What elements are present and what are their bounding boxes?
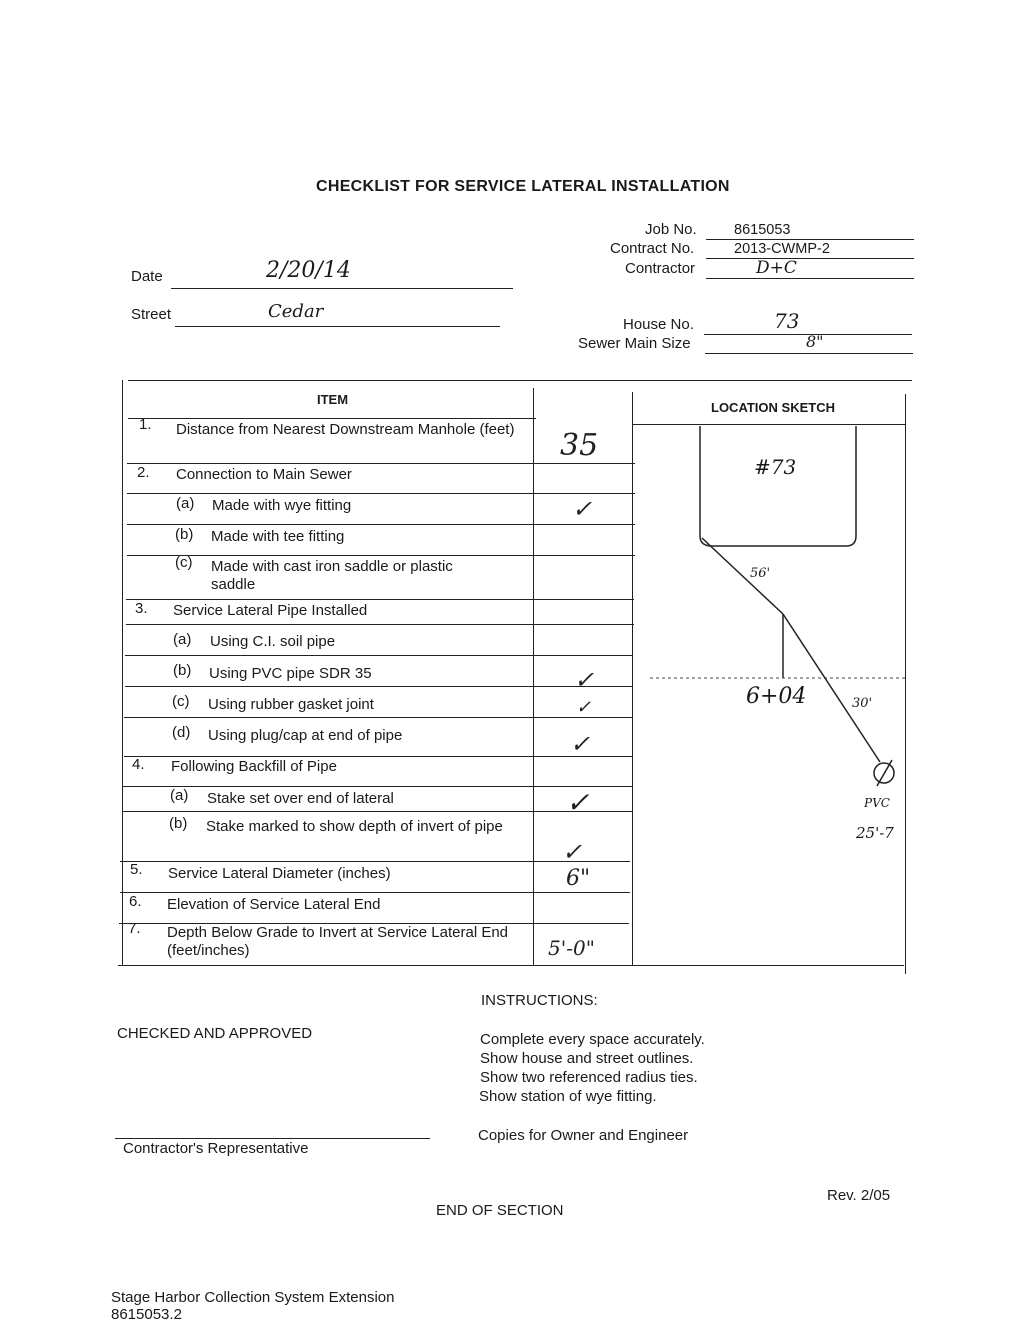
sketch-end-value: 25'-7	[856, 824, 894, 842]
house-outline	[700, 426, 856, 546]
date-value: 2/20/14	[266, 258, 351, 283]
contractor-value: D+C	[756, 258, 797, 278]
date-label: Date	[131, 268, 163, 285]
sketch-station: 6+04	[746, 684, 807, 709]
row-4a-number: (a)	[170, 787, 189, 804]
sketch-end-label: PVC	[864, 796, 890, 810]
contract-number-value: 2013-CWMP-2	[734, 241, 830, 257]
row-7-number: 7.	[128, 920, 141, 937]
row-7-value: 5'-0"	[548, 936, 595, 960]
sewer-main-size-label: Sewer Main Size	[578, 335, 691, 352]
row-3a-number: (a)	[173, 631, 192, 648]
row-3d-number: (d)	[172, 724, 191, 741]
job-number-value: 8615053	[734, 222, 791, 238]
row-2a-label: Made with wye fitting	[212, 497, 352, 514]
row-2-number: 2.	[137, 464, 150, 481]
row-2b-label: Made with tee fitting	[211, 528, 345, 545]
item-column-header: ITEM	[317, 392, 349, 407]
instruction-line-2: Show house and street outlines.	[480, 1050, 694, 1067]
row-6-label: Elevation of Service Lateral End	[167, 896, 381, 913]
row-5-value: 6"	[566, 866, 591, 891]
sketch-dist-30: 30'	[852, 696, 873, 711]
row-7-label: Depth Below Grade to Invert at Service Lateral End (feet/inches)	[167, 924, 509, 959]
row-2a-number: (a)	[176, 495, 195, 512]
checked-approved-heading: CHECKED AND APPROVED	[117, 1025, 313, 1042]
contractor-representative-label: Contractor's Representative	[123, 1140, 309, 1157]
row-4b-checkmark: ✓	[562, 838, 583, 866]
row-1-label: Distance from Nearest Downstream Manhole (feet)	[176, 421, 515, 438]
row-5-number: 5.	[130, 861, 143, 878]
instruction-line-3: Show two referenced radius ties.	[480, 1069, 698, 1086]
row-4b-label: Stake marked to show depth of invert of pipe	[206, 818, 503, 835]
job-number-label: Job No.	[645, 221, 697, 238]
revision-label: Rev. 2/05	[827, 1187, 891, 1204]
tie-line-56	[702, 538, 783, 614]
row-4a-checkmark: ✓	[566, 786, 590, 819]
project-name: Stage Harbor Collection System Extension	[111, 1289, 395, 1306]
house-number-label: House No.	[623, 316, 694, 333]
row-3-label: Service Lateral Pipe Installed	[173, 602, 368, 619]
end-of-section: END OF SECTION	[436, 1202, 564, 1219]
row-3c-number: (c)	[172, 693, 190, 710]
project-code: 8615053.2	[111, 1306, 182, 1323]
contractor-label: Contractor	[625, 260, 696, 277]
row-3b-checkmark: ✓	[574, 666, 595, 694]
row-1-value: 35	[560, 428, 599, 463]
contract-number-label: Contract No.	[610, 240, 695, 257]
row-4a-label: Stake set over end of lateral	[207, 790, 394, 807]
row-4-label: Following Backfill of Pipe	[171, 758, 337, 775]
row-3d-checkmark: ✓	[570, 730, 591, 758]
row-4b-number: (b)	[169, 815, 188, 832]
row-2b-number: (b)	[175, 526, 194, 543]
row-3a-label: Using C.I. soil pipe	[210, 633, 336, 650]
row-2c-label: Made with cast iron saddle or plastic saddle	[211, 558, 453, 593]
instruction-line-4: Show station of wye fitting.	[479, 1088, 657, 1105]
signature-line	[115, 1138, 430, 1139]
sketch-dist-56: 56'	[750, 566, 771, 581]
row-4-number: 4.	[132, 756, 145, 773]
row-2-label: Connection to Main Sewer	[176, 466, 352, 483]
row-3b-label: Using PVC pipe SDR 35	[209, 665, 372, 682]
sewer-main-size-value: 8"	[806, 332, 824, 351]
house-number-value: 73	[774, 309, 800, 333]
row-2a-checkmark: ✓	[572, 495, 593, 523]
street-value: Cedar	[268, 301, 324, 322]
sketch-house-label: #73	[754, 455, 797, 479]
instruction-line-1: Complete every space accurately.	[480, 1031, 705, 1048]
copies-note: Copies for Owner and Engineer	[478, 1127, 689, 1144]
row-1-number: 1.	[139, 416, 152, 433]
street-label: Street	[131, 306, 172, 323]
row-3c-label: Using rubber gasket joint	[208, 696, 374, 713]
row-3c-checkmark: ✓	[576, 697, 592, 718]
instructions-heading: INSTRUCTIONS:	[481, 992, 598, 1009]
row-6-number: 6.	[129, 893, 142, 910]
row-5-label: Service Lateral Diameter (inches)	[168, 865, 391, 882]
row-3d-label: Using plug/cap at end of pipe	[208, 727, 403, 744]
row-2c-number: (c)	[175, 554, 193, 571]
row-3b-number: (b)	[173, 662, 192, 679]
location-sketch-header: LOCATION SKETCH	[711, 400, 835, 415]
page-title: CHECKLIST FOR SERVICE LATERAL INSTALLATION	[316, 178, 730, 195]
row-3-number: 3.	[135, 600, 148, 617]
